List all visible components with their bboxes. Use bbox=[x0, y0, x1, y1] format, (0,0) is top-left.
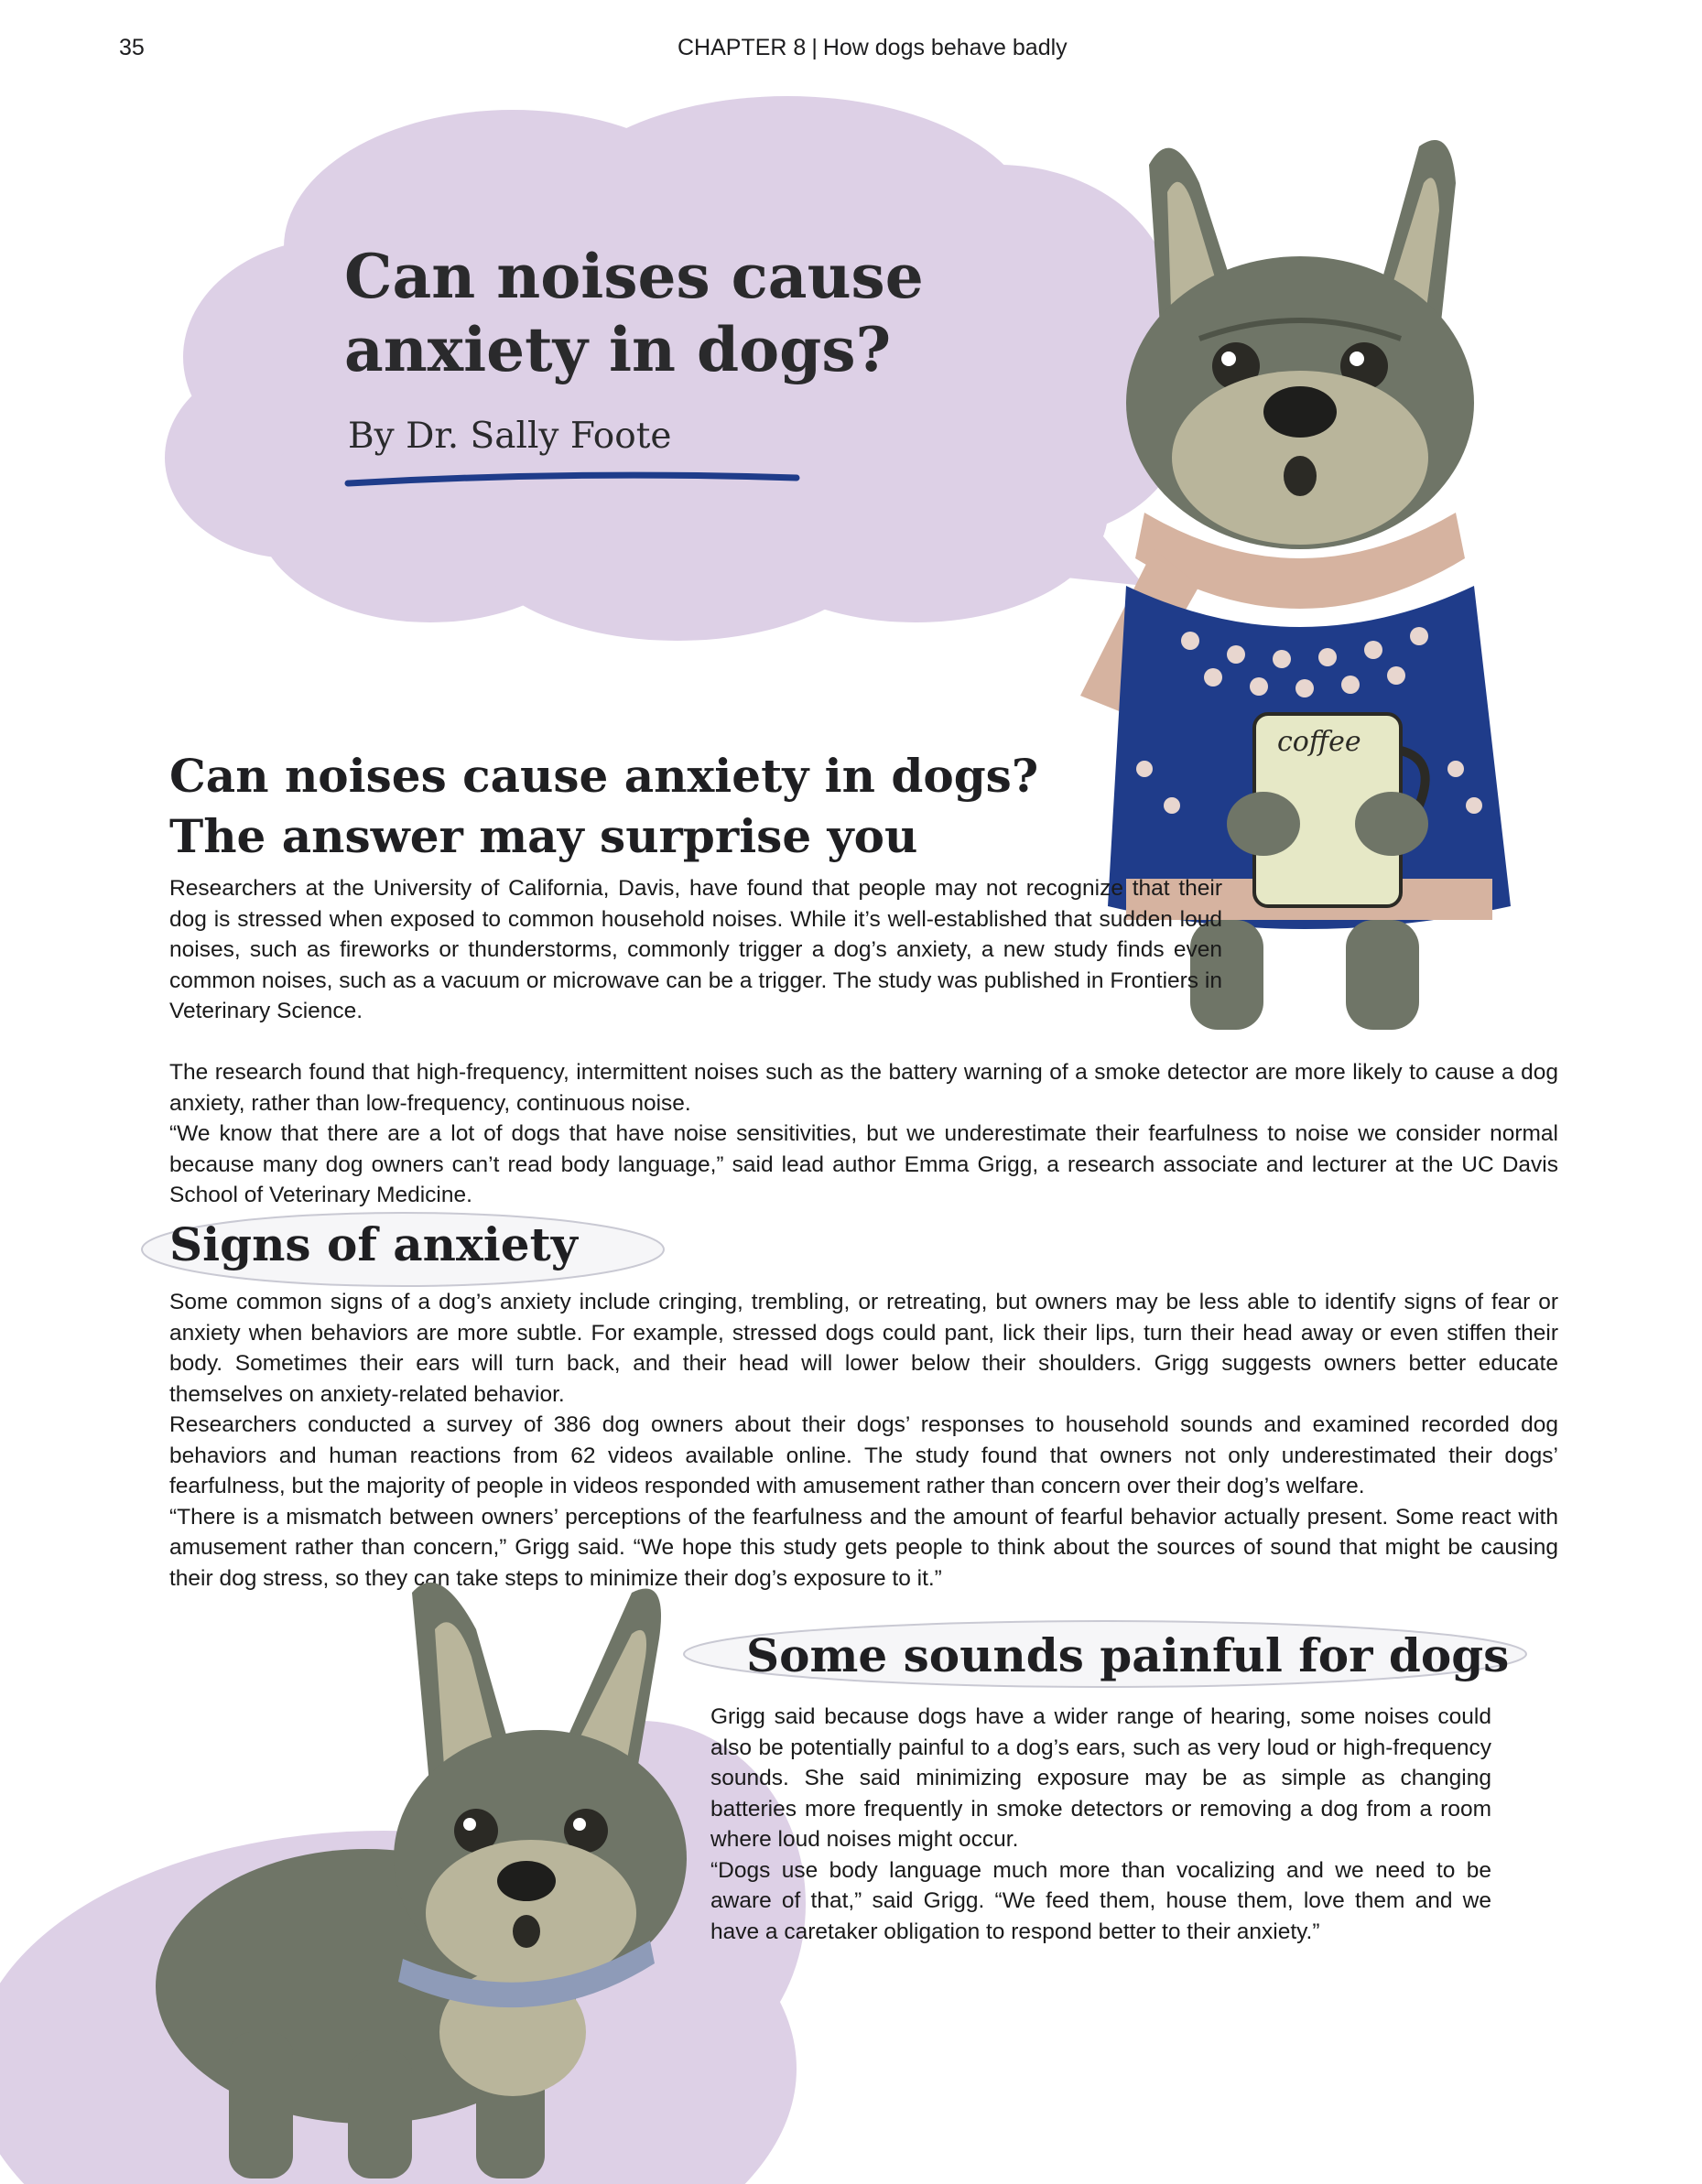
section1-intro bbox=[169, 873, 1222, 1027]
header-separator: | bbox=[811, 35, 818, 60]
section1-paragraph-2: The research found that high-frequency, intermittent noises such as the battery warning of a smoke detector are more likely to cause a dog anxiety, rather than low-frequency, continuous noise. bbox=[169, 1060, 1558, 1116]
section1-heading-line2: The answer may surprise you bbox=[169, 809, 918, 863]
main-title: Can noises cause anxiety in dogs? bbox=[344, 241, 924, 385]
section2-paragraph-2: Researchers conducted a survey of 386 dog owners about their dogs’ responses to household sounds and examined recorded dog behaviors and human reactions from 62 videos available online. The study found that owners not only underestimated their dogs’ fearfulness, but the majority of people in videos responded with amusement rather than concern over their dog’s welfare. bbox=[169, 1412, 1558, 1498]
section1-heading-line1: Can noises cause anxiety in dogs? bbox=[169, 749, 1039, 803]
page-number: 35 bbox=[119, 35, 145, 60]
section3-heading: Some sounds painful for dogs bbox=[746, 1628, 1510, 1682]
section1-intro-paragraph: Researchers at the University of California, Davis, have found that people may not recognize that their dog is stressed when exposed to common household noises. While it’s well-established that sudden loud noises, such as fireworks or thunderstorms, commonly trigger a dog’s anxiety, a new study finds even common noises, such as a vacuum or microwave can be a trigger. The study was published in Frontiers in Veterinary Science. bbox=[169, 876, 1222, 1023]
section2-paragraph-3: “There is a mismatch between owners’ perceptions of the fearfulness and the amount of fearful behavior actually present. Some react with amusement rather than concern,” Grigg said. “We hope this study gets people to think about the sources of sound that might be causing their dog stress, so they can take steps to minimize their dog’s exposure to it.” bbox=[169, 1504, 1558, 1591]
section3-paragraph-1: Grigg said because dogs have a wider range of hearing, some noises could also be potentially painful to a dog’s ears, such as very loud or high-frequency sounds. She said minimizing exposure may be as simple as changing batteries more frequently in smoke detectors or removing a dog from a room where loud noises might occur. bbox=[710, 1704, 1491, 1852]
section2-paragraph-1: Some common signs of a dog’s anxiety include cringing, trembling, or retreating, but owners may be less able to identify signs of fear or anxiety when behaviors are more subtle. For example, stressed dogs could pant, lick their lips, turn their head away or even stiffen their body. Sometimes their ears will turn back, and their head will lower below their shoulders. Grigg suggests owners better educate themselves on anxiety-related behavior. bbox=[169, 1290, 1558, 1407]
section1-paragraph-3: “We know that there are a lot of dogs that have noise sensitivities, but we underestimate their fearfulness to noise we consider normal because many dog owners can’t read body language,” said lead author Emma Grigg, a research associate and lecturer at the UC Davis School of Veterinary Medicine. bbox=[169, 1121, 1558, 1207]
section2-body bbox=[169, 1287, 1558, 1594]
section1-heading bbox=[169, 746, 1131, 867]
byline: By Dr. Sally Foote bbox=[348, 416, 672, 457]
chapter-title: How dogs behave badly bbox=[822, 35, 1068, 60]
byline-underline bbox=[344, 465, 802, 492]
section2-heading: Signs of anxiety bbox=[169, 1217, 578, 1271]
chapter-label: CHAPTER 8 bbox=[678, 35, 807, 60]
section3-body bbox=[710, 1702, 1491, 1947]
section1-body bbox=[169, 1057, 1558, 1211]
mug-label: coffee bbox=[1277, 726, 1361, 758]
section3-paragraph-2: “Dogs use body language much more than vocalizing and we need to be aware of that,” said Grigg. “We feed them, house them, love them and we have a caretaker obligation to respond better to their anxiety.” bbox=[710, 1857, 1491, 1944]
